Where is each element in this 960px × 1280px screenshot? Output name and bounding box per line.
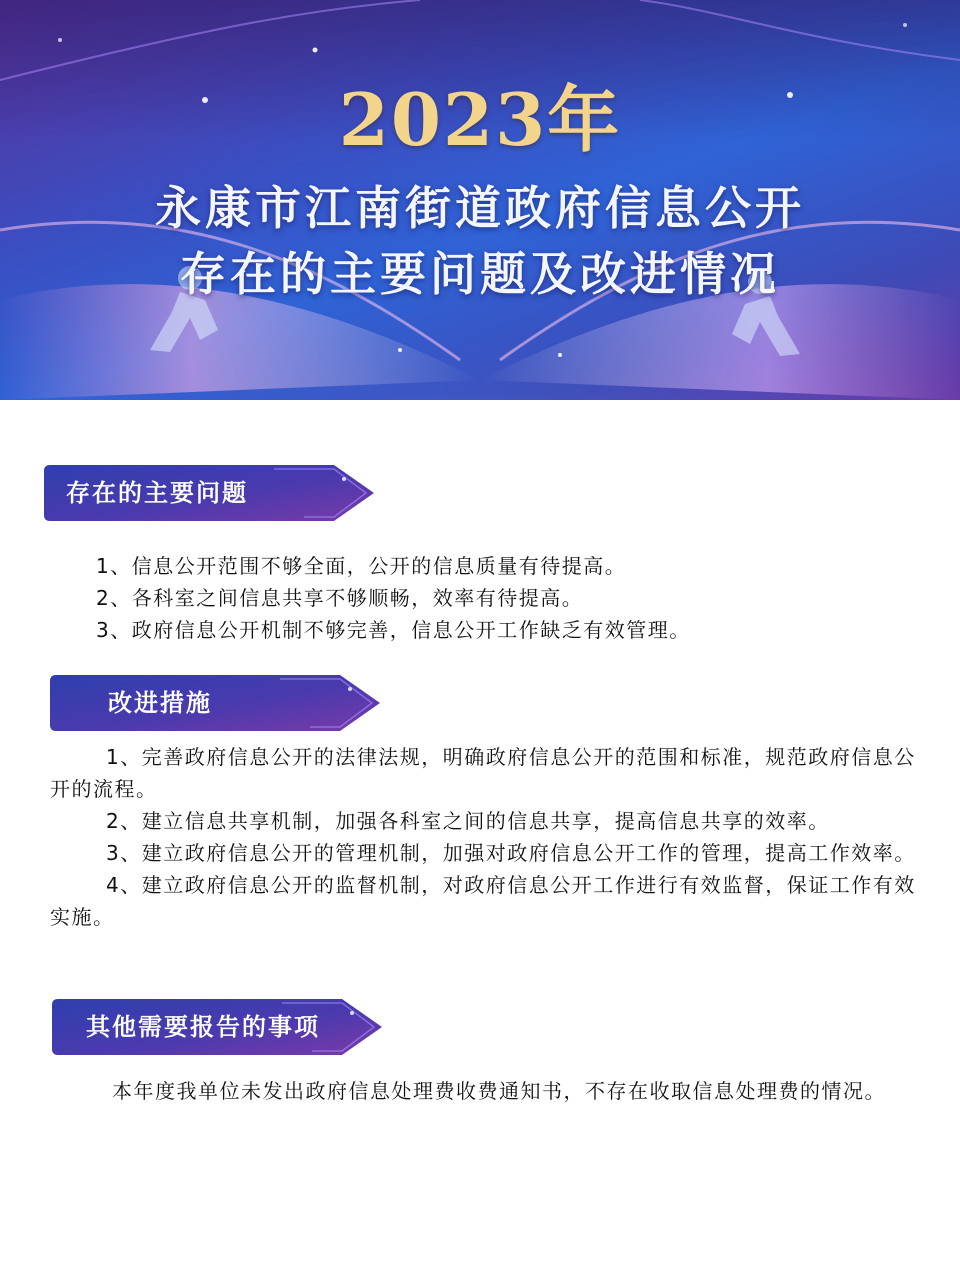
header-banner bbox=[0, 0, 960, 400]
list-item: 2、建立信息共享机制，加强各科室之间的信息共享，提高信息共享的效率。 bbox=[106, 809, 830, 833]
improvements-list bbox=[50, 741, 916, 933]
report-title-line1: 永康市江南街道政府信息公开 bbox=[155, 181, 805, 235]
other-matters-text bbox=[56, 1075, 916, 1107]
section-header-improvements bbox=[50, 673, 382, 733]
list-item: 1、完善政府信息公开的法律法规，明确政府信息公开的范围和标准，规范政府信息公开的流程。 bbox=[50, 745, 916, 801]
paragraph: 本年度我单位未发出政府信息处理费收费通知书，不存在收取信息处理费的情况。 bbox=[112, 1079, 886, 1103]
problems-list bbox=[96, 550, 896, 646]
section-header-other-matters bbox=[52, 997, 384, 1057]
section-title: 改进措施 bbox=[108, 689, 212, 717]
section-header-problems bbox=[44, 463, 376, 523]
section-title: 存在的主要问题 bbox=[66, 479, 248, 507]
report-title-line2: 存在的主要问题及改进情况 bbox=[180, 247, 780, 301]
report-year: 2023年 bbox=[338, 77, 622, 162]
list-item: 3、建立政府信息公开的管理机制，加强对政府信息公开工作的管理，提高工作效率。 bbox=[106, 841, 916, 865]
list-item: 2、各科室之间信息共享不够顺畅，效率有待提高。 bbox=[96, 586, 584, 610]
list-item: 3、政府信息公开机制不够完善，信息公开工作缺乏有效管理。 bbox=[96, 618, 691, 642]
list-item: 1、信息公开范围不够全面，公开的信息质量有待提高。 bbox=[96, 554, 627, 578]
list-item: 4、建立政府信息公开的监督机制，对政府信息公开工作进行有效监督，保证工作有效实施。 bbox=[50, 873, 916, 929]
arrow-banner-icon bbox=[50, 673, 382, 733]
section-title: 其他需要报告的事项 bbox=[86, 1013, 320, 1041]
